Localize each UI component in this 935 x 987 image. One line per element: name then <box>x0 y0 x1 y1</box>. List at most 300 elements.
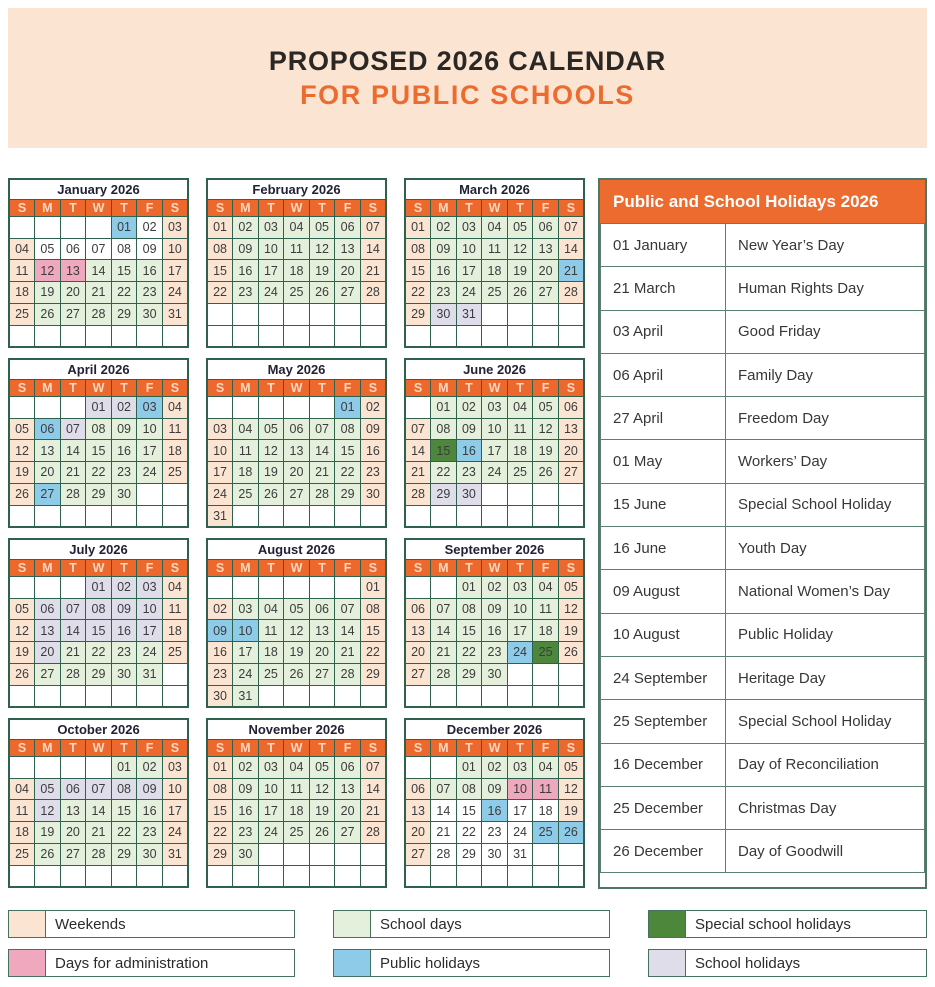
holiday-row <box>601 613 925 656</box>
weekday-header: T <box>507 560 533 577</box>
day-cell: 30 <box>233 843 259 865</box>
day-cell: 04 <box>482 216 508 238</box>
day-cell: 23 <box>137 282 163 304</box>
month-december <box>404 718 585 888</box>
empty-cell <box>137 865 163 887</box>
weekday-header: F <box>137 200 163 217</box>
empty-cell <box>35 576 61 598</box>
empty-cell <box>558 505 584 527</box>
day-cell: 12 <box>284 620 310 642</box>
day-cell: 20 <box>35 642 61 664</box>
day-cell: 07 <box>431 778 457 800</box>
weekday-header: F <box>335 740 361 757</box>
empty-cell <box>533 843 559 865</box>
day-cell: 13 <box>405 620 431 642</box>
day-cell: 16 <box>482 620 508 642</box>
empty-cell <box>9 756 35 778</box>
empty-cell <box>60 865 86 887</box>
holiday-row <box>601 397 925 440</box>
day-cell: 15 <box>360 620 386 642</box>
empty-cell <box>60 685 86 707</box>
empty-cell <box>558 483 584 505</box>
day-cell: 31 <box>456 303 482 325</box>
day-cell: 21 <box>309 462 335 484</box>
day-cell: 17 <box>507 620 533 642</box>
day-cell: 01 <box>86 396 112 418</box>
day-cell: 18 <box>162 440 188 462</box>
empty-cell <box>360 325 386 347</box>
empty-cell <box>258 865 284 887</box>
day-cell: 16 <box>233 260 259 282</box>
day-cell: 25 <box>162 642 188 664</box>
weekday-header: T <box>60 200 86 217</box>
day-cell: 13 <box>35 440 61 462</box>
day-cell: 07 <box>335 598 361 620</box>
legend-swatch-ssh <box>649 911 686 937</box>
day-cell: 08 <box>405 238 431 260</box>
weekday-header: W <box>86 740 112 757</box>
day-cell: 11 <box>482 238 508 260</box>
day-cell: 17 <box>456 260 482 282</box>
day-cell: 31 <box>507 843 533 865</box>
holiday-date: 16 June <box>601 527 726 570</box>
holiday-name: Public Holiday <box>726 613 925 656</box>
empty-cell <box>533 303 559 325</box>
empty-cell <box>360 505 386 527</box>
empty-cell <box>507 483 533 505</box>
empty-cell <box>9 396 35 418</box>
empty-cell <box>335 865 361 887</box>
weekday-header: M <box>431 560 457 577</box>
day-cell: 01 <box>111 216 137 238</box>
empty-cell <box>456 865 482 887</box>
day-cell: 09 <box>360 418 386 440</box>
empty-cell <box>482 685 508 707</box>
empty-cell <box>9 505 35 527</box>
day-cell: 18 <box>507 440 533 462</box>
day-cell: 20 <box>284 462 310 484</box>
day-cell: 05 <box>35 238 61 260</box>
empty-cell <box>482 325 508 347</box>
weekday-header: T <box>309 560 335 577</box>
day-cell: 15 <box>456 800 482 822</box>
day-cell: 14 <box>309 440 335 462</box>
day-cell: 24 <box>162 282 188 304</box>
holiday-name: National Women’s Day <box>726 570 925 613</box>
day-cell: 24 <box>456 282 482 304</box>
day-cell: 11 <box>9 260 35 282</box>
day-cell: 10 <box>456 238 482 260</box>
day-cell: 22 <box>360 642 386 664</box>
day-cell: 27 <box>533 282 559 304</box>
month-may <box>206 358 387 528</box>
weekday-header: F <box>533 380 559 397</box>
day-cell: 12 <box>558 778 584 800</box>
weekday-header: M <box>233 560 259 577</box>
month-november <box>206 718 387 888</box>
month-october <box>8 718 189 888</box>
empty-cell <box>137 325 163 347</box>
holiday-date: 10 August <box>601 613 726 656</box>
month-title: January 2026 <box>9 179 188 200</box>
day-cell: 09 <box>111 598 137 620</box>
empty-cell <box>60 576 86 598</box>
day-cell: 26 <box>558 822 584 844</box>
holiday-name: Christmas Day <box>726 786 925 829</box>
day-cell: 27 <box>35 483 61 505</box>
empty-cell <box>86 865 112 887</box>
weekday-header: S <box>558 200 584 217</box>
day-cell: 28 <box>86 303 112 325</box>
holiday-date: 25 September <box>601 700 726 743</box>
day-cell: 09 <box>137 238 163 260</box>
day-cell: 11 <box>9 800 35 822</box>
day-cell: 22 <box>111 282 137 304</box>
holiday-date: 06 April <box>601 353 726 396</box>
empty-cell <box>284 325 310 347</box>
empty-cell <box>207 325 233 347</box>
empty-cell <box>258 576 284 598</box>
day-cell: 11 <box>284 238 310 260</box>
day-cell: 15 <box>431 440 457 462</box>
weekday-header: T <box>456 560 482 577</box>
day-cell: 24 <box>507 642 533 664</box>
holiday-row <box>601 570 925 613</box>
empty-cell <box>35 216 61 238</box>
day-cell: 07 <box>360 216 386 238</box>
day-cell: 03 <box>137 576 163 598</box>
day-cell: 13 <box>284 440 310 462</box>
day-cell: 16 <box>456 440 482 462</box>
day-cell: 31 <box>233 685 259 707</box>
day-cell: 08 <box>335 418 361 440</box>
weekday-header: T <box>507 380 533 397</box>
day-cell: 24 <box>258 822 284 844</box>
day-cell: 25 <box>533 822 559 844</box>
day-cell: 29 <box>207 843 233 865</box>
day-cell: 16 <box>233 800 259 822</box>
weekday-header: T <box>258 560 284 577</box>
weekday-header: S <box>9 200 35 217</box>
day-cell: 28 <box>360 822 386 844</box>
day-cell: 12 <box>9 620 35 642</box>
day-cell: 25 <box>507 462 533 484</box>
weekday-header: M <box>35 560 61 577</box>
weekday-header: M <box>431 200 457 217</box>
day-cell: 11 <box>162 598 188 620</box>
empty-cell <box>335 505 361 527</box>
day-cell: 30 <box>482 663 508 685</box>
empty-cell <box>533 483 559 505</box>
legend-swatch-sh <box>649 950 686 976</box>
day-cell: 05 <box>309 216 335 238</box>
holidays-panel <box>598 178 927 889</box>
month-title: March 2026 <box>405 179 584 200</box>
empty-cell <box>60 216 86 238</box>
empty-cell <box>233 576 259 598</box>
day-cell: 14 <box>335 620 361 642</box>
day-cell: 03 <box>162 216 188 238</box>
legend-swatch-sd <box>334 911 371 937</box>
empty-cell <box>284 505 310 527</box>
day-cell: 01 <box>456 576 482 598</box>
day-cell: 16 <box>137 800 163 822</box>
empty-cell <box>335 325 361 347</box>
day-cell: 28 <box>335 663 361 685</box>
legend-label: Days for administration <box>55 954 209 972</box>
holiday-name: Special School Holiday <box>726 483 925 526</box>
day-cell: 14 <box>405 440 431 462</box>
day-cell: 03 <box>233 598 259 620</box>
empty-cell <box>335 685 361 707</box>
day-cell: 02 <box>482 756 508 778</box>
empty-cell <box>162 865 188 887</box>
weekday-header: F <box>533 740 559 757</box>
day-cell: 18 <box>258 642 284 664</box>
day-cell: 20 <box>60 822 86 844</box>
weekday-header: M <box>35 200 61 217</box>
day-cell: 27 <box>284 483 310 505</box>
empty-cell <box>405 865 431 887</box>
day-cell: 06 <box>309 598 335 620</box>
weekday-header: F <box>533 200 559 217</box>
day-cell: 20 <box>35 462 61 484</box>
day-cell: 03 <box>456 216 482 238</box>
day-cell: 02 <box>482 576 508 598</box>
empty-cell <box>258 843 284 865</box>
month-march <box>404 178 585 348</box>
holiday-date: 09 August <box>601 570 726 613</box>
day-cell: 15 <box>86 440 112 462</box>
day-cell: 10 <box>482 418 508 440</box>
empty-cell <box>482 865 508 887</box>
day-cell: 24 <box>137 642 163 664</box>
day-cell: 03 <box>162 756 188 778</box>
day-cell: 06 <box>335 216 361 238</box>
day-cell: 15 <box>86 620 112 642</box>
empty-cell <box>258 303 284 325</box>
weekday-header: W <box>482 380 508 397</box>
empty-cell <box>309 843 335 865</box>
holiday-name: Heritage Day <box>726 656 925 699</box>
day-cell: 04 <box>284 756 310 778</box>
day-cell: 17 <box>162 800 188 822</box>
day-cell: 23 <box>137 822 163 844</box>
day-cell: 06 <box>558 396 584 418</box>
day-cell: 08 <box>456 778 482 800</box>
empty-cell <box>284 685 310 707</box>
page-subtitle: FOR PUBLIC SCHOOLS <box>300 79 635 110</box>
empty-cell <box>507 505 533 527</box>
day-cell: 06 <box>35 418 61 440</box>
empty-cell <box>60 505 86 527</box>
day-cell: 26 <box>507 282 533 304</box>
holiday-date: 24 September <box>601 656 726 699</box>
empty-cell <box>284 865 310 887</box>
holiday-name: Workers’ Day <box>726 440 925 483</box>
empty-cell <box>335 576 361 598</box>
day-cell: 08 <box>207 778 233 800</box>
empty-cell <box>162 325 188 347</box>
weekday-header: S <box>558 380 584 397</box>
day-cell: 09 <box>431 238 457 260</box>
day-cell: 12 <box>309 778 335 800</box>
day-cell: 02 <box>360 396 386 418</box>
day-cell: 06 <box>60 238 86 260</box>
weekday-header: M <box>233 380 259 397</box>
empty-cell <box>456 325 482 347</box>
weekday-header: T <box>507 740 533 757</box>
day-cell: 23 <box>111 462 137 484</box>
day-cell: 30 <box>207 685 233 707</box>
day-cell: 29 <box>405 303 431 325</box>
day-cell: 21 <box>335 642 361 664</box>
day-cell: 01 <box>405 216 431 238</box>
holiday-date: 27 April <box>601 397 726 440</box>
empty-cell <box>207 396 233 418</box>
weekday-header: F <box>137 740 163 757</box>
day-cell: 21 <box>86 282 112 304</box>
month-title: May 2026 <box>207 359 386 380</box>
day-cell: 25 <box>482 282 508 304</box>
weekday-header: W <box>284 740 310 757</box>
holiday-name: Good Friday <box>726 310 925 353</box>
day-cell: 02 <box>137 216 163 238</box>
day-cell: 26 <box>35 843 61 865</box>
month-title: July 2026 <box>9 539 188 560</box>
day-cell: 15 <box>111 800 137 822</box>
day-cell: 10 <box>207 440 233 462</box>
empty-cell <box>258 505 284 527</box>
day-cell: 02 <box>111 576 137 598</box>
months-grid <box>8 178 585 888</box>
day-cell: 10 <box>137 418 163 440</box>
holiday-row <box>601 743 925 786</box>
day-cell: 11 <box>507 418 533 440</box>
day-cell: 28 <box>86 843 112 865</box>
day-cell: 08 <box>111 238 137 260</box>
empty-cell <box>431 865 457 887</box>
weekday-header: T <box>309 200 335 217</box>
day-cell: 30 <box>111 483 137 505</box>
day-cell: 11 <box>533 778 559 800</box>
month-title: September 2026 <box>405 539 584 560</box>
month-title: October 2026 <box>9 719 188 740</box>
weekday-header: T <box>258 740 284 757</box>
day-cell: 15 <box>456 620 482 642</box>
day-cell: 24 <box>233 663 259 685</box>
day-cell: 07 <box>360 756 386 778</box>
day-cell: 23 <box>233 282 259 304</box>
weekday-header: S <box>9 560 35 577</box>
weekday-header: S <box>162 560 188 577</box>
empty-cell <box>405 685 431 707</box>
day-cell: 21 <box>60 642 86 664</box>
day-cell: 02 <box>233 216 259 238</box>
day-cell: 06 <box>284 418 310 440</box>
day-cell: 07 <box>86 778 112 800</box>
day-cell: 27 <box>405 663 431 685</box>
day-cell: 16 <box>111 620 137 642</box>
day-cell: 21 <box>60 462 86 484</box>
empty-cell <box>360 865 386 887</box>
page-header <box>8 8 927 148</box>
day-cell: 06 <box>335 756 361 778</box>
empty-cell <box>558 663 584 685</box>
day-cell: 27 <box>405 843 431 865</box>
day-cell: 31 <box>207 505 233 527</box>
day-cell: 08 <box>111 778 137 800</box>
empty-cell <box>35 505 61 527</box>
empty-cell <box>405 325 431 347</box>
day-cell: 13 <box>60 260 86 282</box>
day-cell: 11 <box>162 418 188 440</box>
day-cell: 01 <box>207 756 233 778</box>
day-cell: 23 <box>431 282 457 304</box>
legend-item-ph <box>333 949 610 977</box>
empty-cell <box>309 576 335 598</box>
day-cell: 26 <box>558 642 584 664</box>
empty-cell <box>405 505 431 527</box>
day-cell: 20 <box>405 822 431 844</box>
day-cell: 01 <box>335 396 361 418</box>
day-cell: 08 <box>86 418 112 440</box>
day-cell: 29 <box>86 483 112 505</box>
empty-cell <box>35 865 61 887</box>
day-cell: 25 <box>233 483 259 505</box>
day-cell: 16 <box>360 440 386 462</box>
weekday-header: M <box>233 740 259 757</box>
weekday-header: S <box>558 740 584 757</box>
empty-cell <box>335 843 361 865</box>
weekday-header: T <box>258 380 284 397</box>
day-cell: 12 <box>309 238 335 260</box>
empty-cell <box>335 303 361 325</box>
day-cell: 14 <box>360 778 386 800</box>
day-cell: 07 <box>558 216 584 238</box>
day-cell: 11 <box>533 598 559 620</box>
weekday-header: W <box>86 380 112 397</box>
empty-cell <box>456 505 482 527</box>
day-cell: 19 <box>9 642 35 664</box>
day-cell: 19 <box>35 822 61 844</box>
empty-cell <box>137 685 163 707</box>
day-cell: 04 <box>258 598 284 620</box>
weekday-header: T <box>111 560 137 577</box>
day-cell: 09 <box>233 778 259 800</box>
day-cell: 10 <box>507 778 533 800</box>
empty-cell <box>431 325 457 347</box>
day-cell: 12 <box>507 238 533 260</box>
weekday-header: M <box>431 380 457 397</box>
day-cell: 25 <box>284 822 310 844</box>
weekday-header: S <box>207 560 233 577</box>
weekday-header: T <box>60 740 86 757</box>
empty-cell <box>431 685 457 707</box>
empty-cell <box>35 396 61 418</box>
empty-cell <box>309 505 335 527</box>
day-cell: 20 <box>60 282 86 304</box>
month-september <box>404 538 585 708</box>
weekday-header: W <box>86 560 112 577</box>
day-cell: 24 <box>507 822 533 844</box>
weekday-header: S <box>405 380 431 397</box>
holidays-table <box>600 223 925 873</box>
day-cell: 13 <box>60 800 86 822</box>
legend-swatch-ph <box>334 950 371 976</box>
holiday-date: 16 December <box>601 743 726 786</box>
holiday-row <box>601 527 925 570</box>
